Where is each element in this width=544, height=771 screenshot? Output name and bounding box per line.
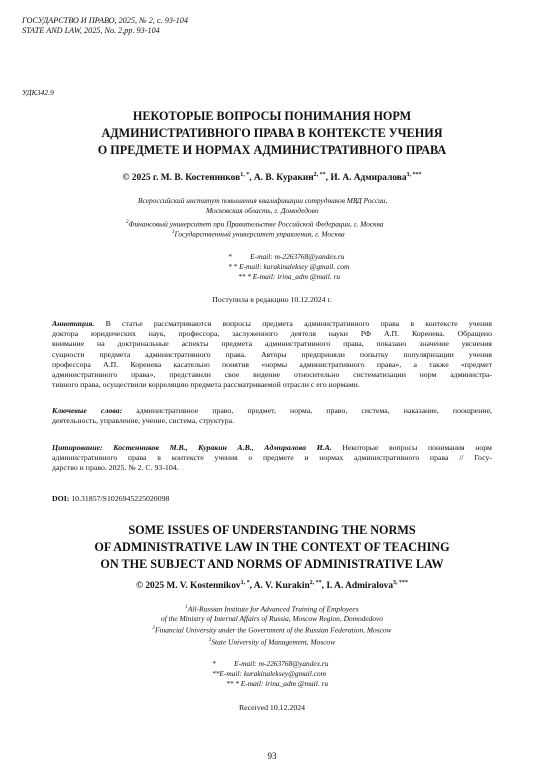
doi-value: 10.31857/S1026945225020098 bbox=[71, 494, 170, 503]
author-name: , И. А. Адмиралова bbox=[325, 173, 407, 184]
ru-title-line: О ПРЕДМЕТЕ И НОРМАХ АДМИНИСТРАТИВНОГО ПРАВА bbox=[97, 143, 447, 157]
affiliation-mark: 3 bbox=[172, 230, 175, 235]
author-mark: 3, *** bbox=[393, 580, 409, 586]
citation bbox=[52, 443, 492, 474]
doi bbox=[52, 494, 169, 503]
author-mark: 3, *** bbox=[406, 172, 422, 178]
affiliation-line bbox=[0, 636, 544, 647]
affiliation-mark: 2 bbox=[126, 220, 129, 225]
keywords bbox=[52, 406, 492, 426]
ru-affiliation-3 bbox=[172, 228, 345, 239]
affiliation-line bbox=[0, 624, 544, 635]
abstract-line: внимание на доктринальные аспекты предмета административного права, показано значение уяснения bbox=[52, 339, 492, 349]
ru-title bbox=[0, 108, 544, 159]
abstract-label: Аннотация. bbox=[52, 319, 95, 328]
ru-authors bbox=[0, 172, 544, 183]
affiliation-text: All-Russian Institute for Advanced Training of Employees bbox=[187, 604, 359, 614]
abstract-line: тивного права, осуществили корреляцию предмета рассматриваемой отрасли с его нормами. bbox=[52, 380, 360, 390]
affiliation-text: Financial University under the Government of the Russian Federation, Moscow bbox=[155, 625, 392, 635]
author-mark: 2, ** bbox=[309, 580, 322, 586]
author-mark: 1, * bbox=[240, 172, 250, 178]
affiliation-line bbox=[0, 603, 544, 614]
ru-email-1: * E-mail: m-2263768@yandex.ru bbox=[228, 252, 345, 261]
abstract-line: сущности предмета административного права. Авторы предприняли попытку популяризации учения bbox=[52, 349, 492, 359]
journal-header-ru: ГОСУДАРСТВО И ПРАВО, 2025, № 2, с. 93-104 bbox=[22, 16, 188, 25]
affiliation-mark: 1 bbox=[185, 605, 188, 610]
ru-email-3: ** * E-mail: irina_adm @mail. ru bbox=[238, 272, 341, 281]
en-title-line: ON THE SUBJECT AND NORMS OF ADMINISTRATIVE LAW bbox=[100, 557, 444, 571]
en-title bbox=[0, 522, 544, 573]
abstract-line: доктора юридических наук, профессора, заслуженного деятеля науки РФ А.П. Коренева. Обращено bbox=[52, 329, 492, 339]
en-email-3: ** * E-mail: irina_adm @mail. ru bbox=[226, 679, 329, 688]
affiliation-line: Московская область, г. Домодедово bbox=[206, 206, 319, 215]
affiliation-mark: 3 bbox=[208, 637, 212, 643]
abstract-line: профессора А.П. Коренева касательно понятия «нормы административного права», а также «предмет bbox=[52, 359, 492, 369]
keywords-line: административное право, предмет, норма, право, система, наказание, поощрение, bbox=[136, 406, 492, 415]
page-number: 93 bbox=[267, 751, 277, 761]
author-name: , A. V. Kurakin bbox=[249, 581, 310, 592]
affiliation-line: Всероссийский институт повышения квалификации сотрудников МВД России, bbox=[138, 196, 388, 205]
en-email-1: * E-mail: m-2263768@yandex.ru bbox=[212, 659, 329, 668]
ru-title-line: НЕКОТОРЫЕ ВОПРОСЫ ПОНИМАНИЯ НОРМ bbox=[132, 109, 412, 123]
abstract-line: административного права», представили свое видение относительно систематизации норм администра- bbox=[52, 370, 492, 380]
copyright-year: © 2025 bbox=[135, 581, 167, 592]
ru-received-date: Поступила в редакцию 10.12.2024 г. bbox=[212, 295, 332, 304]
keywords-label: Ключевые слова: bbox=[52, 406, 123, 415]
journal-header bbox=[22, 16, 188, 36]
en-affiliations bbox=[0, 603, 544, 647]
affiliation-text: State University of Management, Moscow bbox=[211, 637, 336, 647]
author-name: , А. В. Куракин bbox=[249, 173, 314, 184]
author-name: М. В. Костенников bbox=[160, 173, 241, 184]
citation-line: административного права в контексте учения о предмете и нормах административного права // Госу- bbox=[52, 453, 492, 463]
ru-affiliation-1 bbox=[138, 196, 387, 216]
affiliation-mark: 2 bbox=[152, 626, 156, 632]
author-name: , I. A. Admiralova bbox=[321, 581, 394, 592]
ru-email-2: * * E-mail: kurakinaleksey @gmail. com bbox=[228, 262, 350, 271]
author-name: M. V. Kostennikov bbox=[166, 581, 241, 592]
abstract-line: В статье рассматриваются вопросы предмета административного права в контексте учения bbox=[105, 319, 492, 328]
author-mark: 1, * bbox=[240, 580, 250, 586]
citation-line: дарство и право. 2025. № 2. С. 93-104. bbox=[52, 463, 179, 473]
doi-label: DOI: bbox=[52, 494, 70, 503]
en-email-2: **E-mail: kurakinaleksey@gmail.com bbox=[212, 669, 326, 678]
en-authors bbox=[0, 580, 544, 591]
ru-title-line: АДМИНИСТРАТИВНОГО ПРАВА В КОНТЕКСТЕ УЧЕНИЯ bbox=[101, 126, 443, 140]
en-received-date: Received 10.12.2024 bbox=[238, 703, 306, 712]
abstract bbox=[52, 319, 492, 390]
author-mark: 2, ** bbox=[313, 172, 326, 178]
affiliation-line: Финансовый университет при Правительстве Российской Федерации, г. Москва bbox=[128, 219, 384, 229]
citation-label: Цитирование: Костенников М.В., Куракин А.В., Адмиралова И.А. bbox=[52, 443, 332, 452]
affiliation-line: of the Ministry of Internal Affairs of Russia, Moscow Region, Domodedovo bbox=[161, 614, 383, 624]
en-title-line: SOME ISSUES OF UNDERSTANDING THE NORMS bbox=[128, 523, 416, 537]
affiliation-line: Государственный университет управления, г. Москва bbox=[174, 229, 345, 239]
udk-code: УДК342.9 bbox=[22, 88, 54, 97]
journal-header-en: STATE AND LAW, 2025, No. 2,pp. 93-104 bbox=[22, 26, 160, 35]
copyright-year: © 2025 г. bbox=[122, 173, 161, 184]
en-title-line: OF ADMINISTRATIVE LAW IN THE CONTEXT OF TEACHING bbox=[94, 540, 450, 554]
citation-line: Некоторые вопросы понимания норм bbox=[342, 443, 492, 452]
keywords-line: деятельность, управление, учение, система, структура. bbox=[52, 416, 235, 426]
